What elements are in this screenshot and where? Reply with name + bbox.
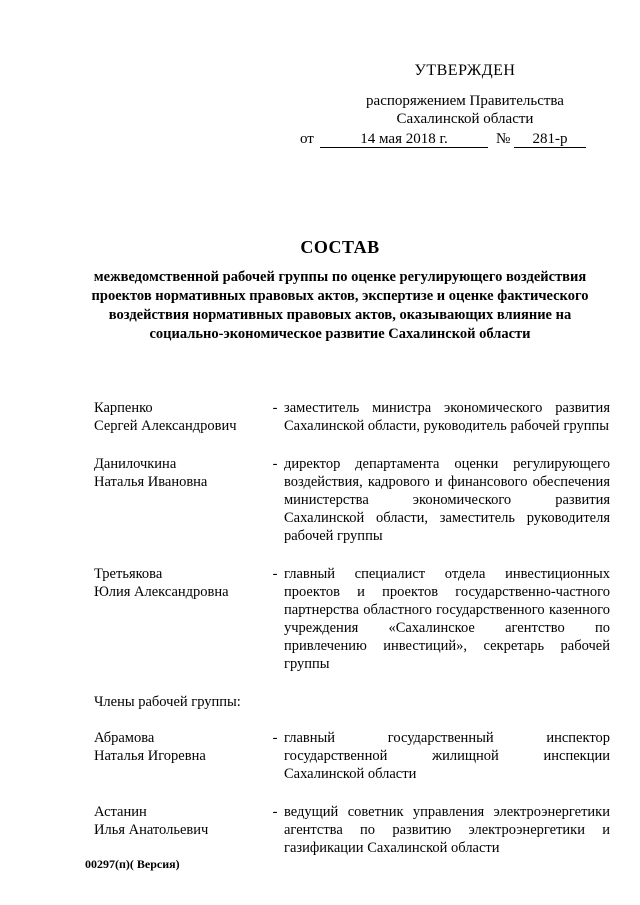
member-given-names: Наталья Игоревна [94,748,206,764]
from-label: от [300,131,314,147]
member-surname: Третьякова [94,566,163,582]
member-name [94,729,266,783]
member-role: ведущий советник управления электроэнергетики агентства по развитию электроэнергетики и газификации Сахалинской области [284,804,610,856]
member-name [94,565,266,673]
member-entry [94,565,610,673]
group-members-list [94,729,610,857]
member-name [94,455,266,545]
member-entry [94,803,610,857]
approval-line-1: распоряжением Правительства [366,93,564,109]
member-surname: Карпенко [94,400,153,416]
approval-title: УТВЕРЖДЕН [414,62,516,79]
order-date: 14 мая 2018 г. [320,130,488,148]
document-heading [80,237,600,344]
member-name [94,803,266,857]
order-number: 281-р [514,130,586,148]
member-role: главный государственный инспектор государственной жилищной инспекции Сахалинской области [284,730,610,782]
member-given-names: Сергей Александрович [94,418,237,434]
member-entry [94,399,610,435]
member-dash: - [272,456,278,472]
member-surname: Абрамова [94,730,155,746]
document-version-footer: 00297(п)( Версия) [85,857,180,871]
approval-block [300,62,590,150]
member-surname: Данилочкина [94,456,177,472]
approval-line-2: Сахалинской области [396,111,534,127]
leaders-list [94,399,610,673]
number-label: № [496,131,511,147]
member-role: заместитель министра экономического развития Сахалинской области, руководитель рабочей группы [284,400,610,434]
order-row [300,130,590,150]
member-dash: - [272,400,278,416]
member-dash: - [272,566,278,582]
member-role: директор департамента оценки регулирующего воздействия, кадрового и финансового обеспечения министерства экономического развития Сахалинской области, заместитель руководителя рабочей группы [284,456,610,544]
heading-title: СОСТАВ [300,237,380,257]
member-entry [94,729,610,783]
member-dash: - [272,730,278,746]
member-given-names: Илья Анатольевич [94,822,209,838]
member-dash: - [272,804,278,820]
heading-subtitle: межведомственной рабочей группы по оценке регулирующего воздействия проектов нормативных правовых актов, экспертизе и оценке фактического воздействия нормативных правовых актов, оказывающих влияние на социально-экономическое развитие Сахалинской области [91,269,589,342]
member-given-names: Наталья Ивановна [94,474,208,490]
member-surname: Астанин [94,804,147,820]
members-list [94,399,610,877]
member-entry [94,455,610,545]
member-given-names: Юлия Александровна [94,584,229,600]
member-name [94,399,266,435]
member-role: главный специалист отдела инвестиционных проектов и проектов государственно-частного партнерства областного государственного казенного учреждения «Сахалинское агентство по привлечению инвестиций», секретарь рабочей группы [284,566,610,672]
members-label: Члены рабочей группы: [94,694,241,710]
